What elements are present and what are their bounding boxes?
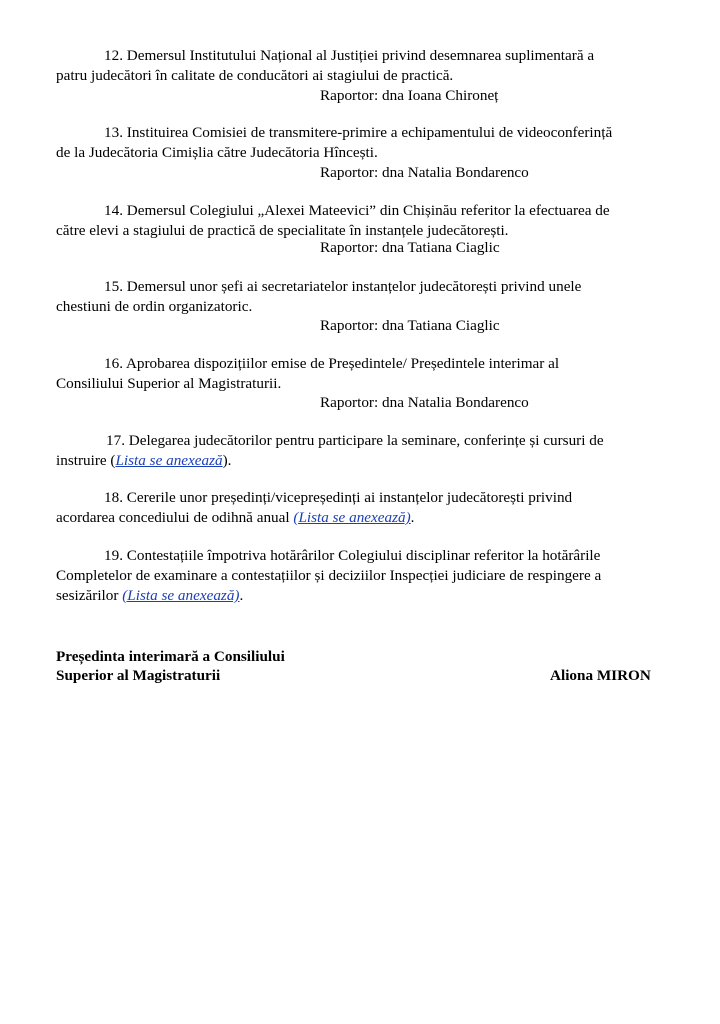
annex-list-link[interactable]: Lista se anexează	[115, 452, 223, 469]
annex-list-link[interactable]: (Lista se anexează)	[293, 509, 411, 526]
agenda-item-19	[56, 546, 668, 606]
agenda-item-15	[56, 277, 668, 317]
item-13-line2: de la Judecătoria Cimișlia către Judecătoria Hîncești.	[56, 144, 378, 161]
agenda-item-14	[56, 201, 668, 241]
item-16-line1: 16. Aprobarea dispozițiilor emise de Președintele/ Președintele interimar al	[104, 355, 560, 372]
item-12-line2: patru judecători în calitate de conducători ai stagiului de practică.	[56, 67, 454, 84]
agenda-item-18	[56, 488, 668, 528]
item-14-line2: către elevi a stagiului de practică de specialitate în instanțele judecătorești.	[56, 222, 509, 239]
agenda-item-16	[56, 354, 668, 394]
agenda-item-12	[56, 46, 668, 86]
item-17-line1: 17. Delegarea judecătorilor pentru participare la seminare, conferințe și cursuri de	[106, 432, 604, 449]
item-19-line1: 19. Contestațiile împotriva hotărârilor Colegiului disciplinar referitor la hotărârile	[104, 547, 601, 564]
item-18-line2-text: acordarea concediului de odihnă anual	[56, 509, 294, 526]
item-18-line2-end: .	[410, 509, 415, 526]
item-17-line2	[56, 451, 668, 471]
item-18-line1: 18. Cererile unor președinți/vicepreședinți ai instanțelor judecătorești privind	[104, 489, 573, 506]
item-15-line2: chestiuni de ordin organizatoric.	[56, 298, 253, 315]
item-17-line2-end: ).	[222, 452, 232, 469]
agenda-item-13	[56, 123, 668, 163]
item-12-rapporteur: Raportor: dna Ioana Chironeț	[320, 87, 499, 104]
signatory-title-line1: Președinta interimară a Consiliului	[56, 648, 285, 665]
annex-list-link[interactable]: (Lista se anexează)	[122, 587, 240, 604]
item-14-rapporteur: Raportor: dna Tatiana Ciaglic	[320, 239, 500, 256]
item-19-line2: Completelor de examinare a contestațiilor și deciziilor Inspecției judiciare de respingere a	[56, 567, 602, 584]
item-15-line1: 15. Demersul unor șefi ai secretariatelor instanțelor judecătorești privind unele	[104, 278, 582, 295]
item-15-rapporteur: Raportor: dna Tatiana Ciaglic	[320, 317, 500, 334]
item-13-rapporteur: Raportor: dna Natalia Bondarenco	[320, 164, 529, 181]
signatory-name: Aliona MIRON	[550, 667, 651, 684]
agenda-item-17	[56, 431, 668, 471]
signatory-title-line2: Superior al Magistraturii	[56, 667, 221, 684]
item-18-line2	[56, 508, 668, 528]
item-16-rapporteur: Raportor: dna Natalia Bondarenco	[320, 394, 529, 411]
item-16-line2: Consiliului Superior al Magistraturii.	[56, 375, 282, 392]
item-19-line3-end: .	[239, 587, 244, 604]
item-19-line3	[56, 586, 668, 606]
item-14-line1: 14. Demersul Colegiului „Alexei Mateevici” din Chișinău referitor la efectuarea de	[104, 202, 610, 219]
item-12-line1: 12. Demersul Institutului Național al Justiției privind desemnarea suplimentară a	[104, 47, 595, 64]
item-19-line3-text: sesizărilor	[56, 587, 123, 604]
item-13-line1: 13. Instituirea Comisiei de transmitere-primire a echipamentului de videoconferință	[104, 124, 613, 141]
item-17-line2-text: instruire (	[56, 452, 116, 469]
